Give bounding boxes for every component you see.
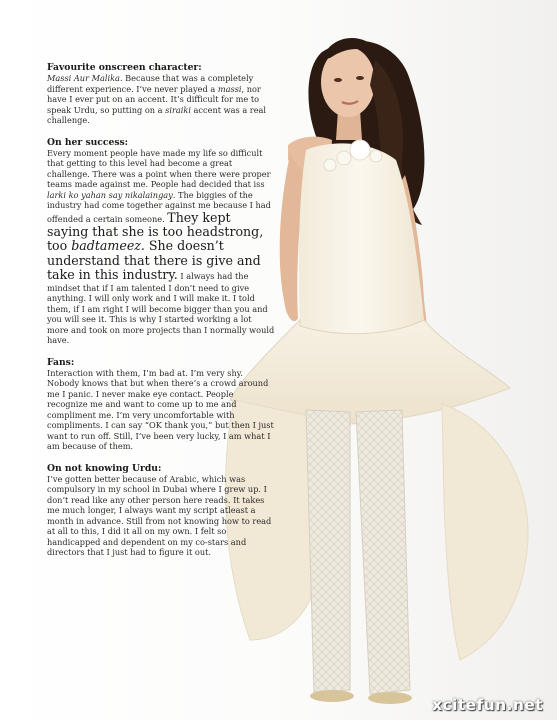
section-fans (47, 357, 275, 452)
body-text: Every moment people have made my life so difficult that getting to this level had become a great challenge. There was a point when there were proper teams made against me. People had decided that iss (47, 147, 271, 189)
section-body: Interaction with them, I’m bad at. I’m very shy. Nobody knows that but when there’s a crowd around me I panic. I never make eye contact. People recognize me and want to come up to me and compliment me. I’m very uncomfortable with compliments. I can say “OK thank you,” but then I just want to run off. Still, I’ve been very lucky, I am what I am because of them. (47, 367, 274, 452)
section-heading: On her success: (47, 136, 129, 148)
emphasis-text: massi (217, 83, 242, 94)
pull-quote-text: . She doesn’t understand that there is give and take in this industry. (47, 238, 261, 283)
section-heading: Fans: (47, 356, 75, 368)
body-text: accent was a real challenge. (47, 104, 267, 125)
section-body (47, 148, 275, 346)
section-body: I’ve gotten better because of Arabic, which was compulsory in my school in Dubai where I grew up. I don’t read like any other person here reads. It takes me much longer, I always want my script atleast a month in advance. Still from not knowing how to read at all to this, I did it all on my own. I felt so handicapped and dependent on my co-stars and directors that I just had to figure it out. (47, 473, 272, 558)
body-text: , nor have I ever put on an accent. It’s difficult for me to speak Urdu, so putting on a (47, 83, 261, 115)
site-watermark: xcitefun.net (432, 696, 543, 714)
section-heading: On not knowing Urdu: (47, 462, 162, 474)
body-text: . The biggies of the industry had come together against me because I had offended a certain someone. (47, 189, 271, 224)
body-text: I always had the mindset that if I am talented I don’t need to give anything. I will only work and I will make it. I told them, if I am right I will become bigger than you and you will see it. This is why I started working a lot more and took on more projects than I normally would have. (47, 271, 275, 346)
section-body (47, 73, 275, 126)
emphasis-text: siraiki (165, 104, 191, 115)
section-urdu (47, 463, 275, 558)
section-success (47, 137, 275, 346)
section-heading: Favourite onscreen character: (47, 62, 202, 73)
section-favourite-character (47, 62, 275, 126)
emphasis-text: Massi Aur Malika (47, 73, 120, 83)
article-column (47, 62, 275, 569)
emphasis-text: larki ko yahan say nikalaingay (47, 189, 173, 200)
pull-quote-emphasis: badtameez (71, 238, 141, 254)
body-text: . Because that was a completely different experience. I’ve never played a (47, 73, 254, 94)
pull-quote-text: They kept saying that she is too headstrong, too (47, 209, 264, 254)
